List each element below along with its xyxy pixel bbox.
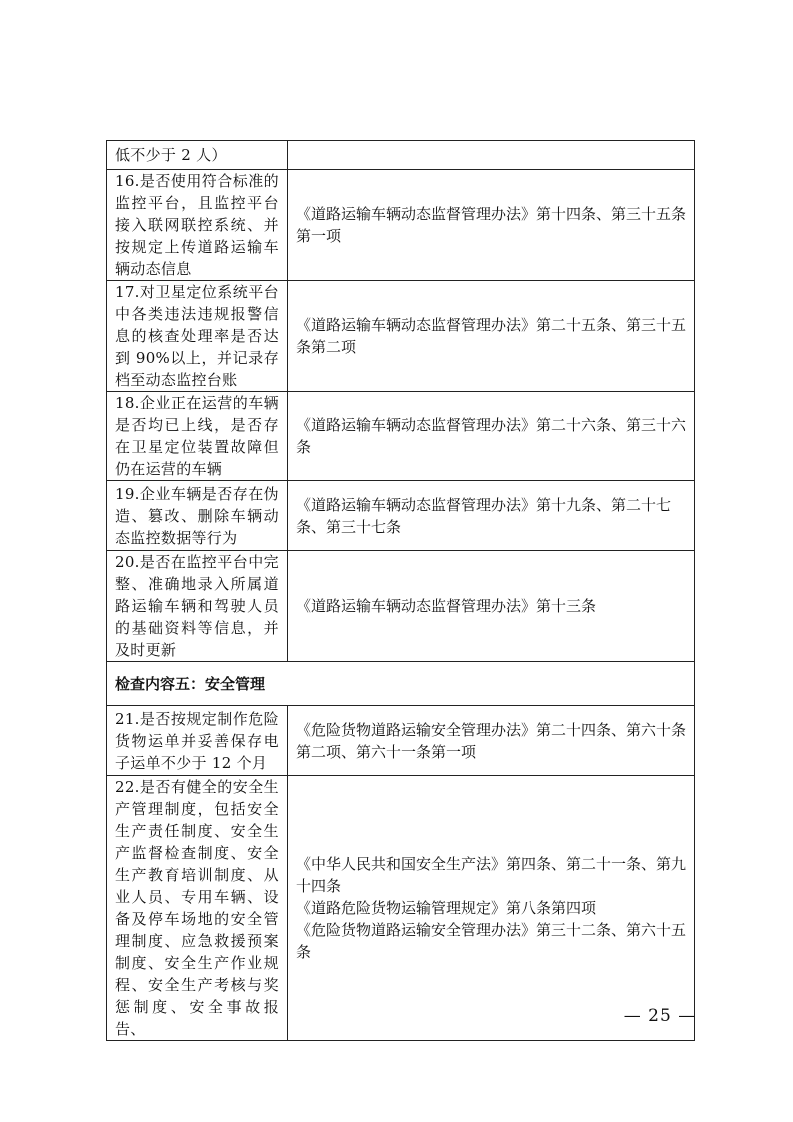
item-cell: 16.是否使用符合标准的监控平台，且监控平台接入联网联控系统、并按规定上传道路运输车辆动态信息	[107, 170, 288, 281]
basis-cell	[288, 776, 695, 1041]
table-row	[107, 481, 695, 551]
basis-text: 《道路危险货物运输管理规定》第八条第四项	[296, 899, 597, 917]
table-row	[107, 776, 695, 1041]
item-cell: 19.企业车辆是否存在伪造、篡改、删除车辆动态监控数据等行为	[107, 481, 288, 551]
basis-text: 《道路运输车辆动态监督管理办法》第二十六条、第三十六条	[296, 416, 687, 456]
basis-text: 《道路运输车辆动态监督管理办法》第二十五条、第三十五条第二项	[296, 316, 687, 356]
basis-text: 《中华人民共和国安全生产法》第四条、第二十一条、第九十四条	[296, 855, 687, 895]
basis-text: 《道路运输车辆动态监督管理办法》第十四条、第三十五条第一项	[296, 205, 687, 245]
basis-cell	[288, 392, 695, 481]
item-cell: 22.是否有健全的安全生产管理制度，包括安全生产责任制度、安全生产监督检查制度、安全生产教育培训制度、从业人员、专用车辆、设备及停车场地的安全管理制度、应急救援预案制度、安全生产作业规程、安全生产考核与奖惩制度、安全事故报告、	[107, 776, 288, 1041]
basis-cell	[288, 551, 695, 662]
table-row	[107, 141, 695, 170]
table-row	[107, 551, 695, 662]
basis-text: 《危险货物道路运输安全管理办法》第三十二条、第六十五条	[296, 921, 687, 961]
table-row	[107, 170, 695, 281]
basis-cell	[288, 706, 695, 776]
section-header-row	[107, 662, 695, 706]
basis-text: 《道路运输车辆动态监督管理办法》第十三条	[296, 597, 597, 615]
page-number: — 25 —	[623, 1006, 697, 1026]
item-cell: 21.是否按规定制作危险货物运单并妥善保存电子运单不少于 12 个月	[107, 706, 288, 776]
item-cell: 低不少于 2 人）	[107, 141, 288, 170]
basis-text: 《道路运输车辆动态监督管理办法》第十九条、第二十七条、第三十七条	[296, 495, 672, 536]
item-cell: 20.是否在监控平台中完整、准确地录入所属道路运输车辆和驾驶人员的基础资料等信息，并及时更新	[107, 551, 288, 662]
item-cell: 17.对卫星定位系统平台中各类违法违规报警信息的核查处理率是否达到 90%以上，并记录存档至动态监控台账	[107, 281, 288, 392]
basis-text: 《危险货物道路运输安全管理办法》第二十四条、第六十条第二项、第六十一条第一项	[296, 720, 687, 761]
table-row	[107, 392, 695, 481]
basis-cell	[288, 170, 695, 281]
section-title: 检查内容五：安全管理	[107, 662, 695, 706]
table-row	[107, 281, 695, 392]
basis-cell	[288, 141, 695, 170]
item-cell: 18.企业正在运营的车辆是否均已上线，是否存在卫星定位装置故障但仍在运营的车辆	[107, 392, 288, 481]
inspection-table	[106, 140, 695, 1041]
basis-cell	[288, 481, 695, 551]
table-row	[107, 706, 695, 776]
basis-cell	[288, 281, 695, 392]
